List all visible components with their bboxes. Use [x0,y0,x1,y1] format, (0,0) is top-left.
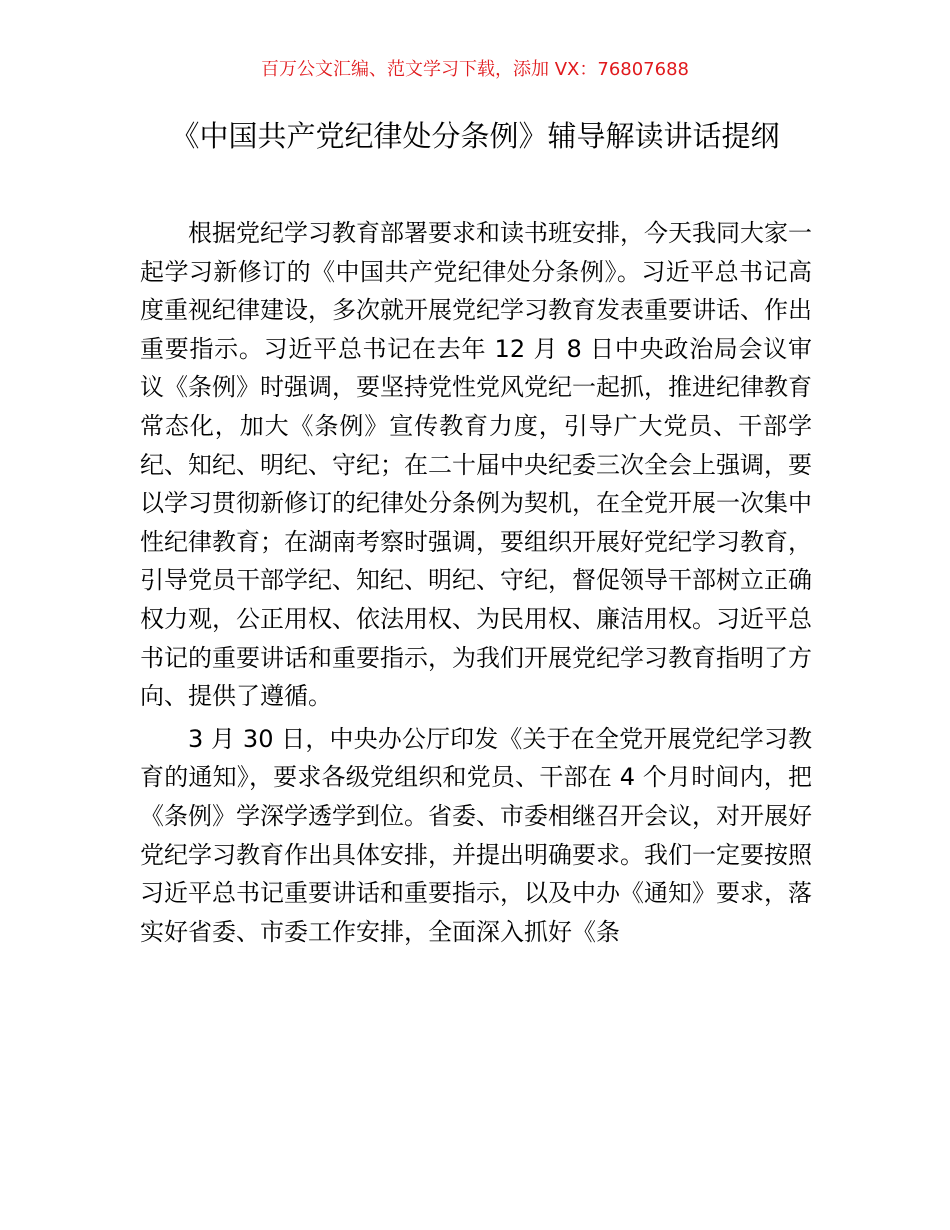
document-title: 《中国共产党纪律处分条例》辅导解读讲话提纲 [170,119,780,153]
paragraph-1: 根据党纪学习教育部署要求和读书班安排，今天我同大家一起学习新修订的《中国共产党纪律处分条例》。习近平总书记高度重视纪律建设，多次就开展党纪学习教育发表重要讲话、作出重要指示。习近平总书记在去年 12 月 8 日中央政治局会议审议《条例》时强调，要坚持党性党风党纪一起抓，推进纪律教育常态化，加大《条例》宣传教育力度，引导广大党员、干部学纪、知纪、明纪、守纪；在二十届中央纪委三次全会上强调，要以学习贯彻新修订的纪律处分条例为契机，在全党开展一次集中性纪律教育；在湖南考察时强调，要组织开展好党纪学习教育，引导党员干部学纪、知纪、明纪、守纪，督促领导干部树立正确权力观，公正用权、依法用权、为民用权、廉洁用权。习近平总书记的重要讲话和重要指示，为我们开展党纪学习教育指明了方向、提供了遵循。 [140,219,812,711]
paragraph-2: 3 月 30 日，中央办公厅印发《关于在全党开展党纪学习教育的通知》，要求各级党组织和党员、干部在 4 个月时间内，把《条例》学深学透学到位。省委、市委相继召开会议，对开展好党纪学习教育作出具体安排，并提出明确要求。我们一定要按照习近平总书记重要讲话和重要指示，以及中办《通知》要求，落实好省委、市委工作安排，全面深入抓好《条 [140,724,812,946]
document-body [140,214,812,955]
header-promo-note: 百万公文汇编、范文学习下载，添加 VX：76807688 [261,59,689,80]
